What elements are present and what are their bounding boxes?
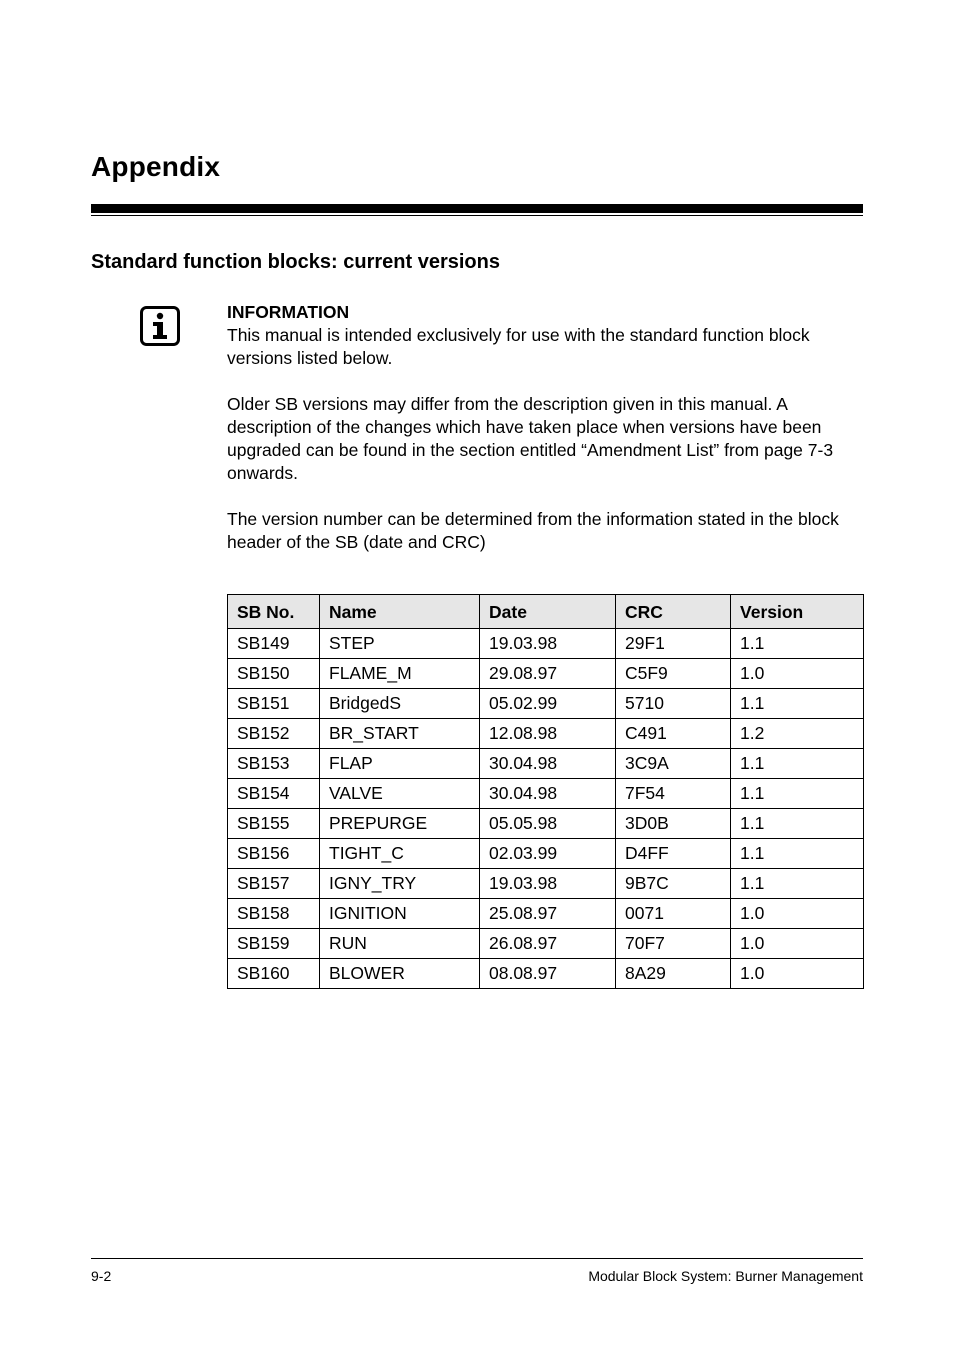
cell-crc: 7F54: [616, 779, 731, 809]
cell-date: 26.08.97: [480, 929, 616, 959]
table-row: [228, 929, 864, 959]
cell-sb-no: SB158: [228, 899, 320, 929]
cell-sb-no: SB153: [228, 749, 320, 779]
column-header-version: Version: [731, 595, 864, 629]
cell-version: 1.2: [731, 719, 864, 749]
cell-date: 05.05.98: [480, 809, 616, 839]
cell-version: 1.1: [731, 689, 864, 719]
cell-name: IGNITION: [320, 899, 480, 929]
table-body: [228, 629, 864, 989]
title-rule-thin: [91, 215, 863, 216]
cell-version: 1.0: [731, 929, 864, 959]
cell-date: 08.08.97: [480, 959, 616, 989]
cell-sb-no: SB152: [228, 719, 320, 749]
information-paragraph: This manual is intended exclusively for use with the standard function block versions listed below.: [227, 325, 810, 368]
cell-name: BLOWER: [320, 959, 480, 989]
cell-name: STEP: [320, 629, 480, 659]
cell-crc: 5710: [616, 689, 731, 719]
cell-version: 1.0: [731, 899, 864, 929]
column-header-sb-no: SB No.: [228, 595, 320, 629]
table-row: [228, 719, 864, 749]
cell-version: 1.1: [731, 809, 864, 839]
cell-name: FLAME_M: [320, 659, 480, 689]
cell-version: 1.1: [731, 779, 864, 809]
cell-sb-no: SB150: [228, 659, 320, 689]
cell-crc: 3C9A: [616, 749, 731, 779]
page-number: 9-2: [91, 1268, 112, 1284]
cell-name: BR_START: [320, 719, 480, 749]
cell-crc: 0071: [616, 899, 731, 929]
information-block: [227, 301, 867, 554]
table-row: [228, 689, 864, 719]
info-icon: [140, 306, 180, 346]
cell-version: 1.1: [731, 869, 864, 899]
cell-sb-no: SB149: [228, 629, 320, 659]
cell-version: 1.1: [731, 839, 864, 869]
cell-date: 02.03.99: [480, 839, 616, 869]
cell-name: TIGHT_C: [320, 839, 480, 869]
cell-date: 29.08.97: [480, 659, 616, 689]
column-header-date: Date: [480, 595, 616, 629]
cell-version: 1.0: [731, 659, 864, 689]
cell-sb-no: SB156: [228, 839, 320, 869]
information-heading: INFORMATION: [227, 302, 350, 322]
table-row: [228, 749, 864, 779]
cell-sb-no: SB154: [228, 779, 320, 809]
page-title: Appendix: [91, 151, 221, 182]
cell-date: 05.02.99: [480, 689, 616, 719]
cell-sb-no: SB157: [228, 869, 320, 899]
table-header-row: [228, 595, 864, 629]
column-header-name: Name: [320, 595, 480, 629]
cell-date: 30.04.98: [480, 779, 616, 809]
cell-sb-no: SB151: [228, 689, 320, 719]
table-row: [228, 839, 864, 869]
cell-date: 12.08.98: [480, 719, 616, 749]
cell-date: 19.03.98: [480, 629, 616, 659]
cell-date: 30.04.98: [480, 749, 616, 779]
footer-rule: [91, 1258, 863, 1259]
cell-date: 25.08.97: [480, 899, 616, 929]
footer-document-title: Modular Block System: Burner Management: [588, 1268, 863, 1284]
information-paragraph: The version number can be determined from the information stated in the block header of the SB (date and CRC): [227, 509, 839, 552]
information-paragraph: Older SB versions may differ from the description given in this manual. A description of the changes which have taken place when versions have been upgraded can be found in the section entitled “Amendment List” from page 7-3 onwards.: [227, 394, 834, 483]
cell-name: FLAP: [320, 749, 480, 779]
cell-name: IGNY_TRY: [320, 869, 480, 899]
cell-crc: 70F7: [616, 929, 731, 959]
sb-versions-table: [227, 594, 864, 989]
cell-crc: 8A29: [616, 959, 731, 989]
section-heading: Standard function blocks: current versions: [91, 251, 500, 273]
cell-name: PREPURGE: [320, 809, 480, 839]
cell-crc: 9B7C: [616, 869, 731, 899]
cell-name: BridgedS: [320, 689, 480, 719]
cell-sb-no: SB159: [228, 929, 320, 959]
cell-version: 1.1: [731, 749, 864, 779]
paragraph-spacer: [227, 485, 867, 508]
title-rule-thick: [91, 204, 863, 213]
cell-date: 19.03.98: [480, 869, 616, 899]
table-row: [228, 659, 864, 689]
cell-crc: 29F1: [616, 629, 731, 659]
cell-crc: C5F9: [616, 659, 731, 689]
cell-version: 1.1: [731, 629, 864, 659]
cell-sb-no: SB160: [228, 959, 320, 989]
column-header-crc: CRC: [616, 595, 731, 629]
cell-sb-no: SB155: [228, 809, 320, 839]
table-row: [228, 899, 864, 929]
table-row: [228, 869, 864, 899]
table-row: [228, 629, 864, 659]
cell-crc: D4FF: [616, 839, 731, 869]
paragraph-spacer: [227, 370, 867, 393]
table-row: [228, 959, 864, 989]
table-row: [228, 809, 864, 839]
cell-crc: 3D0B: [616, 809, 731, 839]
cell-version: 1.0: [731, 959, 864, 989]
table-row: [228, 779, 864, 809]
cell-crc: C491: [616, 719, 731, 749]
cell-name: VALVE: [320, 779, 480, 809]
cell-name: RUN: [320, 929, 480, 959]
